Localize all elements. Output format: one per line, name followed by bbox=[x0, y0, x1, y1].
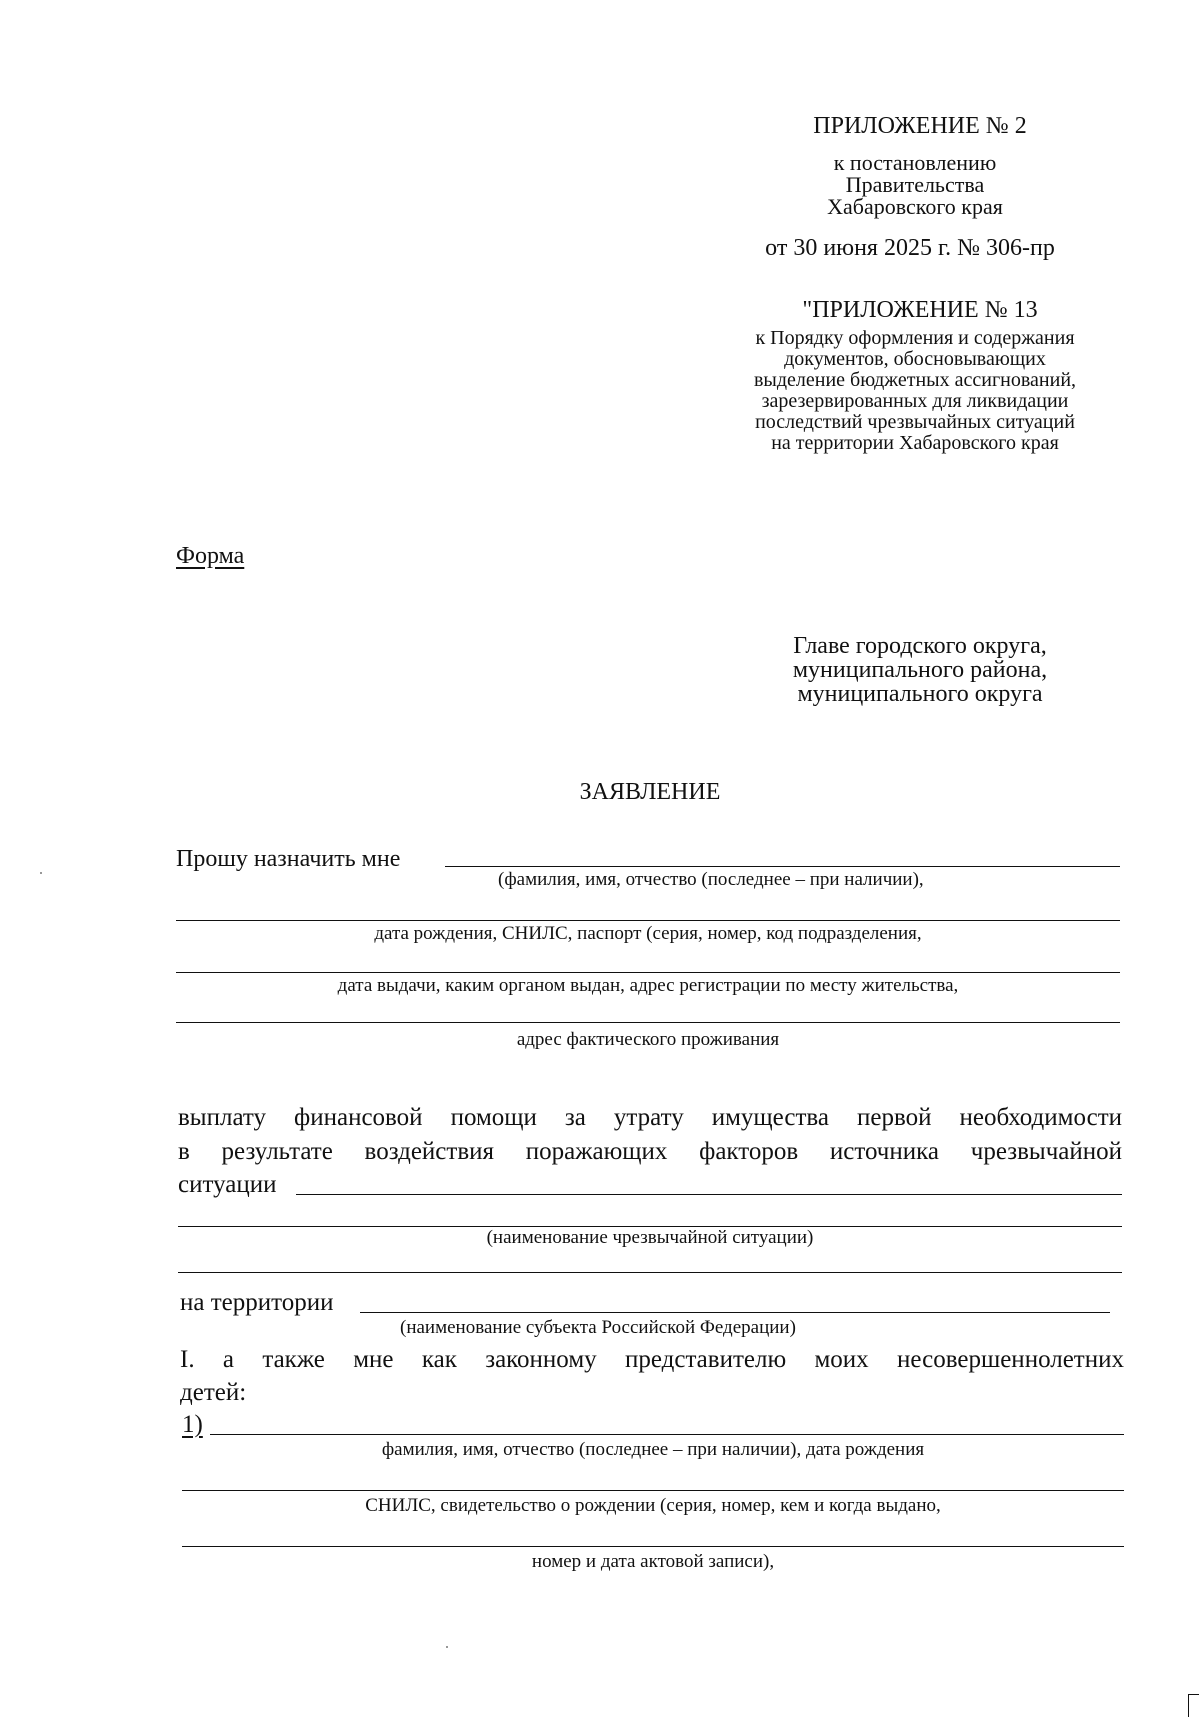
scan-speck bbox=[446, 1646, 448, 1648]
page-corner-mark bbox=[1188, 1694, 1199, 1717]
hint-name: (фамилия, имя, отчество (последнее – при наличии), bbox=[498, 869, 924, 890]
appendix-line: зарезервированных для ликвидации bbox=[761, 390, 1069, 412]
hint-child-record: номер и дата актовой записи), bbox=[531, 1551, 775, 1572]
addressee-line: муниципального района, bbox=[792, 657, 1048, 683]
children-line-2: детей: bbox=[180, 1379, 247, 1406]
child-item-number: 1) bbox=[182, 1411, 203, 1438]
appendix-title: ПРИЛОЖЕНИЕ № 2 bbox=[813, 113, 1027, 139]
emergency-fill-line bbox=[296, 1194, 1122, 1195]
document-title: ЗАЯВЛЕНИЕ bbox=[579, 779, 721, 805]
decree-reference bbox=[780, 152, 1050, 218]
addressee-line: Главе городского округа, bbox=[793, 633, 1047, 659]
payment-line-2: в результате воздействия поражающих факторов источника чрезвычайной bbox=[178, 1138, 1122, 1165]
decree-line: к постановлению bbox=[833, 150, 997, 175]
hint-subject: (наименование субъекта Российской Федерации) bbox=[400, 1317, 796, 1338]
hint-address: адрес фактического проживания bbox=[516, 1029, 780, 1050]
name-fill-line bbox=[445, 866, 1120, 867]
inner-appendix-title: "ПРИЛОЖЕНИЕ № 13 bbox=[802, 297, 1038, 323]
decree-date: от 30 июня 2025 г. № 306-пр bbox=[765, 235, 1055, 261]
decree-line: Правительства bbox=[845, 172, 985, 197]
inner-appendix-description bbox=[700, 328, 1130, 454]
children-line-1: I. а также мне как законному представителю моих несовершеннолетних bbox=[180, 1346, 1124, 1373]
birth-fill-line bbox=[176, 920, 1120, 921]
payment-line-3: ситуации bbox=[178, 1171, 277, 1198]
child-record-fill-line bbox=[182, 1546, 1124, 1547]
territory-fill-line bbox=[360, 1312, 1110, 1313]
hint-emergency: (наименование чрезвычайной ситуации) bbox=[486, 1227, 814, 1248]
appendix-line: последствий чрезвычайных ситуаций bbox=[755, 411, 1075, 433]
scan-speck bbox=[40, 872, 42, 874]
appendix-line: документов, обосновывающих bbox=[784, 348, 1046, 370]
decree-line: Хабаровского края bbox=[827, 194, 1003, 219]
appendix-line: на территории Хабаровского края bbox=[771, 432, 1059, 454]
territory-lead: на территории bbox=[180, 1289, 334, 1316]
issue-fill-line bbox=[176, 972, 1120, 973]
hint-issue: дата выдачи, каким органом выдан, адрес регистрации по месту жительства, bbox=[337, 975, 959, 996]
hint-birth: дата рождения, СНИЛС, паспорт (серия, номер, код подразделения, bbox=[374, 923, 922, 944]
address-fill-line bbox=[176, 1022, 1120, 1023]
request-lead: Прошу назначить мне bbox=[176, 846, 401, 872]
emergency-fill-line-3 bbox=[178, 1272, 1122, 1273]
payment-line-1: выплату финансовой помощи за утрату имущества первой необходимости bbox=[178, 1104, 1122, 1131]
appendix-line: к Порядку оформления и содержания bbox=[755, 327, 1075, 349]
appendix-line: выделение бюджетных ассигнований, bbox=[753, 369, 1077, 391]
hint-child-certificate: СНИЛС, свидетельство о рождении (серия, номер, кем и когда выдано, bbox=[365, 1495, 941, 1516]
hint-child-name-birth: фамилия, имя, отчество (последнее – при наличии), дата рождения bbox=[381, 1439, 925, 1460]
child-certificate-fill-line bbox=[182, 1490, 1124, 1491]
addressee-line: муниципального округа bbox=[797, 681, 1043, 707]
form-label: Форма bbox=[176, 543, 245, 569]
child-name-fill-line bbox=[210, 1434, 1124, 1435]
addressee bbox=[740, 634, 1100, 706]
